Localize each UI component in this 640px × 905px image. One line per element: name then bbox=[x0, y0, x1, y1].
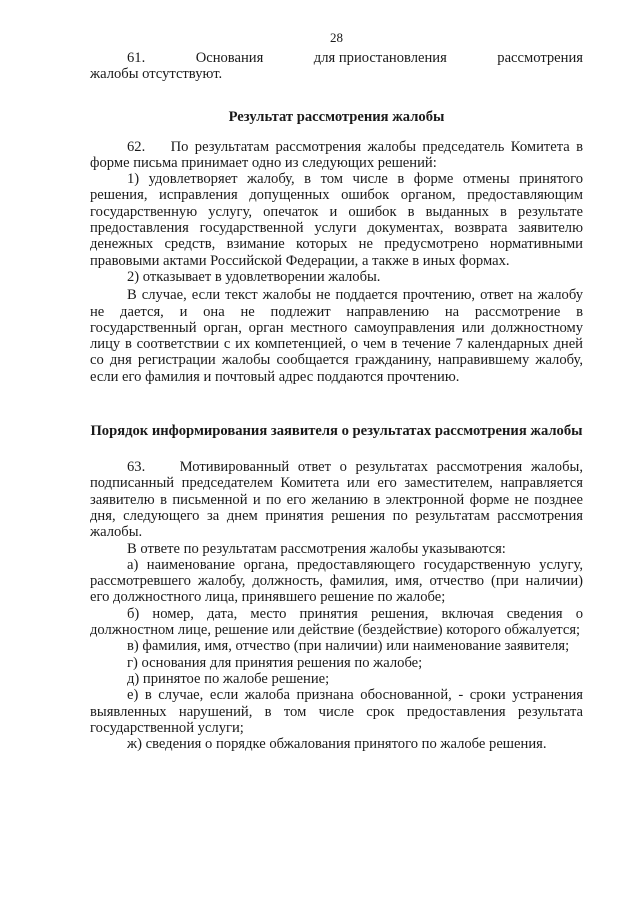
list-item-e: е) в случае, если жалоба признана обоснованной, - сроки устранения выявленных нарушений, в том числе срок предоставления результата государственной услуги; bbox=[90, 687, 583, 736]
paragraph-62-item-1: 1) удовлетворяет жалобу, в том числе в форме отмены принятого решения, исправления допущенных ошибок органом, предоставляющим государственную услугу, опечаток и ошибок в выданных в результате предоставления государственной услуги документах, возврата заявителю денежных средств, взимание которых не предусмотрено нормативными правовыми актами Российской Федерации, а также в иных формах. bbox=[90, 171, 583, 269]
paragraph-61-first-line bbox=[90, 50, 583, 66]
list-item-zh: ж) сведения о порядке обжалования принятого по жалобе решения. bbox=[127, 736, 547, 753]
page-number: 28 bbox=[330, 30, 343, 45]
paragraph-62-unreadable-case: В случае, если текст жалобы не поддается прочтению, ответ на жалобу не дается, и она не подлежит направлению на рассмотрение в государственный орган, орган местного самоуправления или должностному лицу в соответствии с их компетенцией, о чем в течение 7 календарных дней со дня регистрации жалобы сообщается гражданину, направившему жалобу, если его фамилия и почтовый адрес поддаются прочтению. bbox=[90, 287, 583, 385]
list-item-b: б) номер, дата, место принятия решения, включая сведения о должностном лице, решение или действие (бездействие) которого обжалуется; bbox=[90, 605, 583, 639]
p61-number: 61. bbox=[127, 50, 146, 66]
paragraph-61-continuation: жалобы отсутствуют. bbox=[90, 66, 223, 83]
paragraph-63-intro: В ответе по результатам рассмотрения жалобы указываются: bbox=[127, 540, 506, 557]
p61-word-3: рассмотрения bbox=[497, 50, 583, 66]
p61-word-2: для приостановления bbox=[313, 50, 447, 66]
paragraph-62: 62. По результатам рассмотрения жалобы председатель Комитета в форме письма принимает одно из следующих решений: bbox=[90, 138, 583, 171]
document-page bbox=[90, 30, 583, 752]
paragraph-63: 63. Мотивированный ответ о результатах рассмотрения жалобы, подписанный председателем Комитета или его заместителем, направляется заявителю в письменной и по его желанию в электронной форме не позднее дня, следующего за днем принятия решения по результатам рассмотрения жалобы. bbox=[90, 459, 583, 541]
list-item-d: д) принятое по жалобе решение; bbox=[127, 670, 330, 687]
paragraph-61 bbox=[90, 50, 583, 83]
list-item-g: г) основания для принятия решения по жалобе; bbox=[127, 654, 423, 671]
list-item-a: а) наименование органа, предоставляющего государственную услугу, рассмотревшего жалобу, должность, фамилия, имя, отчество (при наличии) его должностного лица, принявшего решение по жалобе; bbox=[90, 556, 583, 606]
p61-word-1: Основания bbox=[195, 50, 264, 66]
section-heading-informing: Порядок информирования заявителя о результатах рассмотрения жалобы bbox=[90, 423, 583, 440]
paragraph-62-item-2: 2) отказывает в удовлетворении жалобы. bbox=[127, 268, 381, 285]
list-item-v: в) фамилия, имя, отчество (при наличии) или наименование заявителя; bbox=[127, 638, 570, 655]
section-heading-result: Результат рассмотрения жалобы bbox=[228, 108, 445, 125]
